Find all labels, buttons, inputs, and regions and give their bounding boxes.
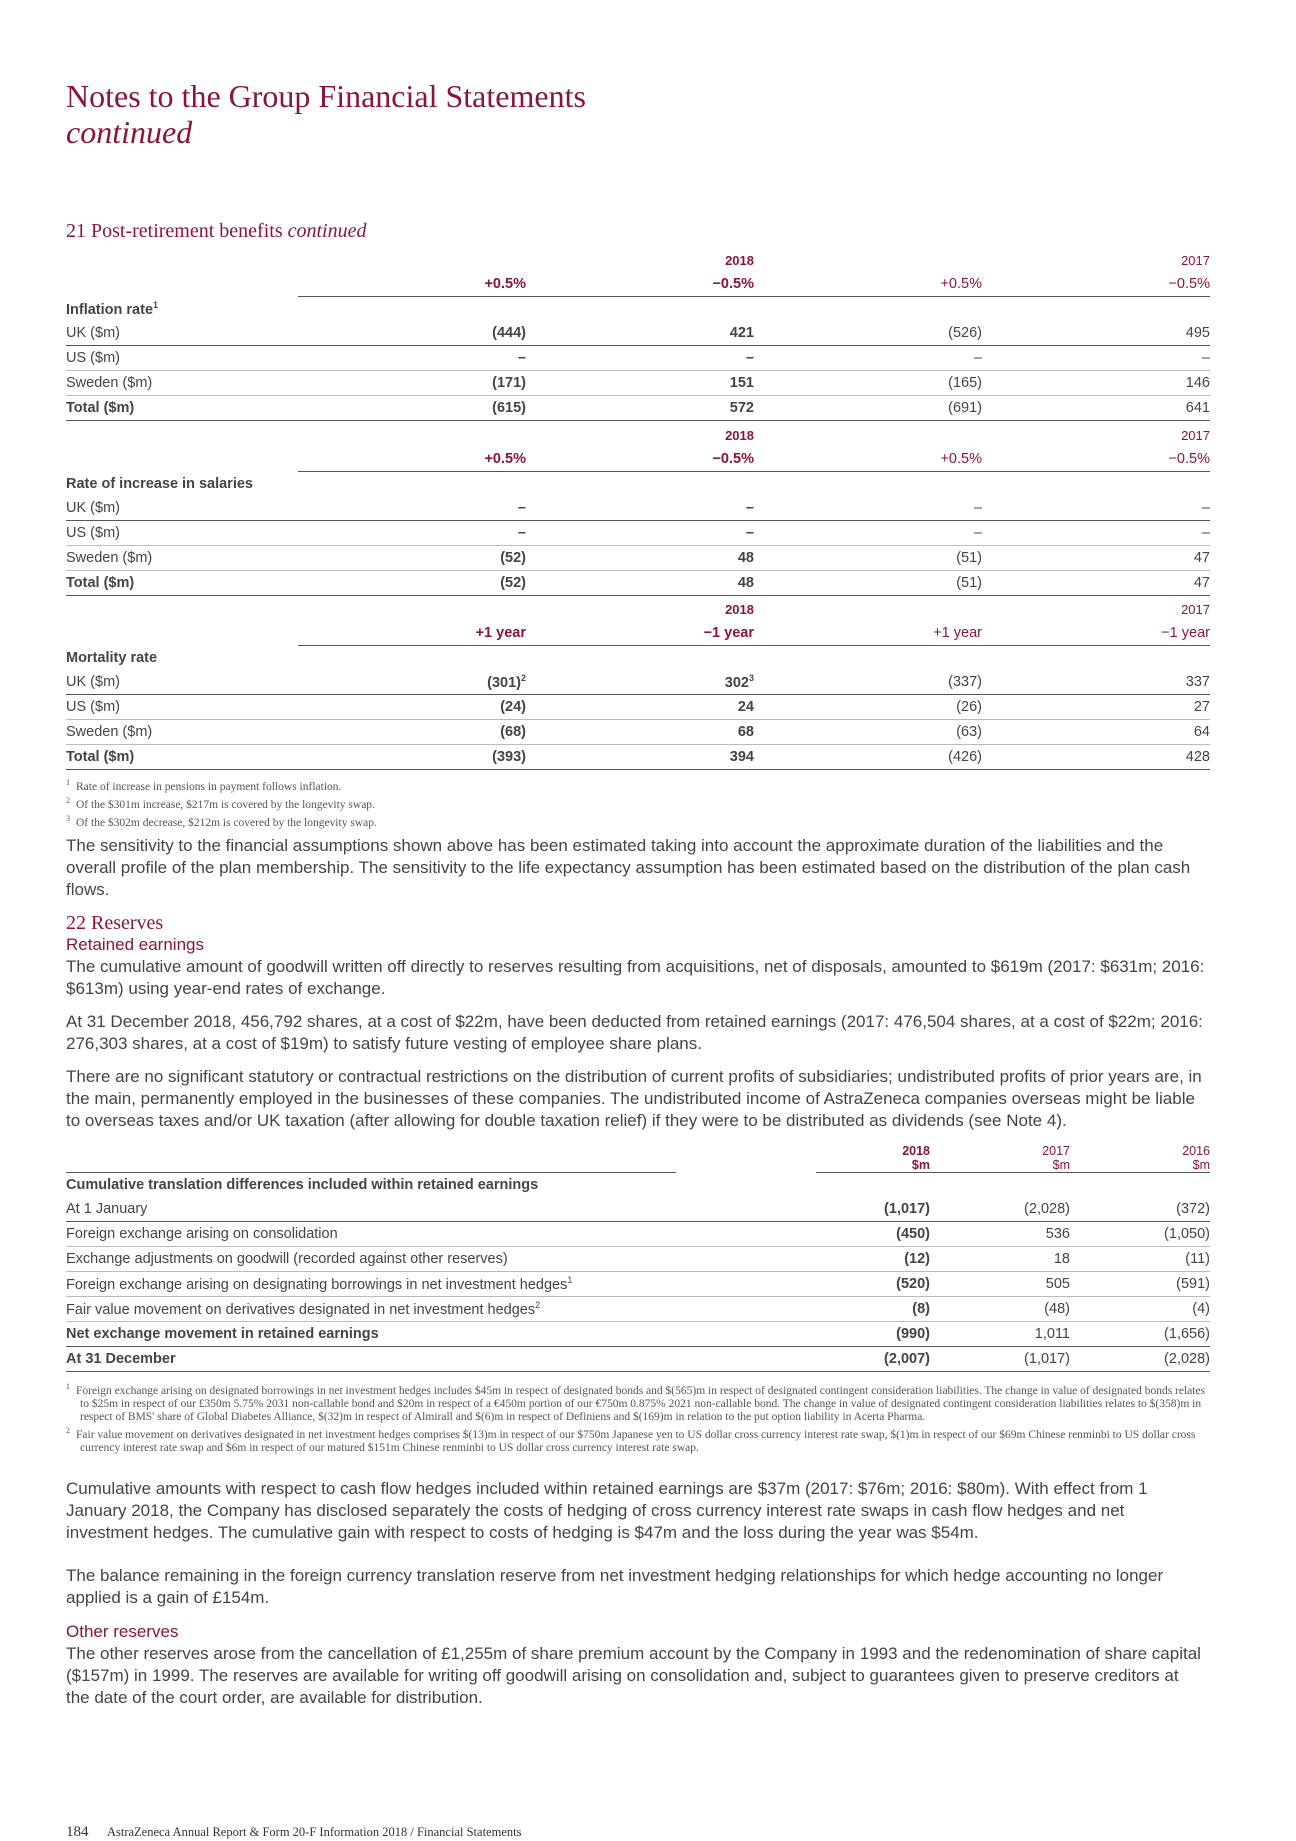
table-row: US ($m) – – – –: [66, 521, 1210, 546]
table-row: Sweden ($m) (68) 68 (63) 64: [66, 720, 1210, 745]
table-section-heading: Inflation rate$^1$: [66, 299, 159, 318]
footnotes-21: [66, 776, 377, 829]
footer-text: AstraZeneca Annual Report & Form 20-F Information 2018 / Financial Statements: [106, 1825, 522, 1839]
year-2017-label: 2017: [1181, 601, 1210, 617]
table-row: At 1 January (1,017) (2,028) (372): [66, 1197, 1210, 1222]
footnote: $^1$ Foreign exchange arising on designated borrowings in net investment hedges includes $45m in respect of designated bonds and $(565)m in respect of designated contingent consideration liabilities. The change in value of designated bonds relates to $25m in respect of our £350m 5.75% 2031 non-callable bond and $20m in respect of a €450m portion of our €750m 0.875% 2021 non-callable bond. The change in value of designated contingent consideration liabilities relates to $(358)m in respect of BMS' share of Global Diabetes Alliance, $(32)m in respect of Almirall and $(6)m in respect of Definiens and $(169)m in relation to the put option liability in Acerta Pharma.: [66, 1382, 1206, 1423]
table-section-heading: Cumulative translation differences included within retained earnings: [66, 1176, 539, 1193]
col-header: +1 year: [298, 621, 526, 646]
year-2018-label: 2018: [725, 427, 754, 443]
mortality-sensitivity-table: [66, 597, 1210, 770]
footnote: $^1$ Rate of increase in pensions in payment follows inflation.: [66, 778, 342, 793]
footnote: $^3$ Of the $302m decrease, $212m is covered by the longevity swap.: [66, 813, 377, 829]
other-reserves-heading: Other reserves: [66, 1622, 179, 1641]
balance-paragraph: The balance remaining in the foreign currency translation reserve from net investment hedging relationships for which hedge accounting no longer applied is a gain of £154m.: [66, 1566, 1164, 1607]
salaries-sensitivity-table: [66, 423, 1210, 596]
col-header: +0.5%: [754, 447, 982, 472]
year-2017-label: 2017: [1181, 252, 1210, 268]
table-row: UK ($m) (444) 421 (526) 495: [66, 321, 1210, 346]
shares-paragraph: At 31 December 2018, 456,792 shares, at a cost of $22m, have been deducted from retained earnings (2017: 476,504 shares, at a cost of $22m; 2016: 276,303 shares, at a cost of $19m) to satisfy future vesting of employee share plans.: [66, 1012, 1203, 1053]
col-header: −0.5%: [982, 272, 1210, 297]
other-reserves-paragraph: The other reserves arose from the cancellation of £1,255m of share premium account by the Company in 1993 and the redenomination of share capital ($157m) in 1999. The reserves are available for writing off goodwill arising on consolidation and, subject to guarantees given to preserve creditors at the date of the court order, are available for distribution.: [66, 1644, 1201, 1707]
table-row: US ($m) – – – –: [66, 346, 1210, 371]
inflation-sensitivity-table: [66, 248, 1210, 421]
table-row: Foreign exchange arising on consolidation (450) 536 (1,050): [66, 1221, 1210, 1246]
section-21-heading: 21 Post-retirement benefits continued: [66, 220, 367, 242]
table-section-heading: Mortality rate: [66, 649, 158, 666]
table-row: Net exchange movement in retained earnings (990) 1,011 (1,656): [66, 1321, 1210, 1346]
col-header: −1 year: [526, 621, 754, 646]
table-total-row: Total ($m) (615) 572 (691) 641: [66, 396, 1210, 421]
table-row: US ($m) (24) 24 (26) 27: [66, 695, 1210, 720]
translation-differences-table: 2018 $m 2017 $m 2016 $m Cumulative translation differences included within retained earnings At 1 January (1,017) (2,028) (372) Foreign exchange arising on consolidation (450) 536 (1,050) Exchange adjustments on goodwill (recorded against other reserves) (12) 18 (11) Foreign exchange arising on designating borrowings in net investment hedges$^1$ (520) 505 (591) Fair value movement on derivatives designated in net investment hedges$^2$ (8) (48) (4) Net exchange movement in retained earnings (990) 1,011 (1,656) At 31 December (2,007) (1,017) (2,028): [66, 1136, 1210, 1372]
goodwill-paragraph: The cumulative amount of goodwill written off directly to reserves resulting from acquisitions, net of disposals, amounted to $619m (2017: $631m; 2016: $613m) using year-end rates of exchange.: [66, 957, 1205, 998]
footnote: $^2$ Fair value movement on derivatives designated in net investment hedges comprises $(13)m in respect of our $750m Japanese yen to US dollar cross currency interest rate swap, $(1)m in respect of our $69m Chinese renminbi to US dollar cross currency interest rate swap and $6m in respect of our matured $151m Chinese renminbi to US dollar cross currency interest rate swap.: [66, 1425, 1196, 1454]
table-total-row: Total ($m) (52) 48 (51) 47: [66, 571, 1210, 596]
page-subtitle: continued: [66, 114, 193, 150]
year-2017-label: 2017: [1181, 427, 1210, 443]
col-header: +0.5%: [298, 272, 526, 297]
table-row: Sweden ($m) (171) 151 (165) 146: [66, 371, 1210, 396]
year-2018-label: 2018: [725, 601, 754, 617]
col-header: +1 year: [754, 621, 982, 646]
page-title: Notes to the Group Financial Statements: [66, 78, 586, 114]
year-2018-label: 2018: [725, 252, 754, 268]
table-row: Exchange adjustments on goodwill (recorded against other reserves) (12) 18 (11): [66, 1246, 1210, 1271]
col-header: −0.5%: [526, 447, 754, 472]
table-row: Fair value movement on derivatives designated in net investment hedges$^2$ (8) (48) (4): [66, 1296, 1210, 1321]
section-22-heading: 22 Reserves: [66, 912, 164, 934]
table-row: UK ($m) $(301)^2$ $302^3$ (337) 337: [66, 670, 1210, 695]
table-total-row: Total ($m) (393) 394 (426) 428: [66, 745, 1210, 770]
col-header: −0.5%: [526, 272, 754, 297]
footnotes-22: [66, 1380, 1210, 1455]
table-total-row: At 31 December (2,007) (1,017) (2,028): [66, 1346, 1210, 1371]
table-section-heading: Rate of increase in salaries: [66, 475, 253, 492]
col-header: −1 year: [982, 621, 1210, 646]
col-header: −0.5%: [982, 447, 1210, 472]
col-header: +0.5%: [754, 272, 982, 297]
cashflow-paragraph: Cumulative amounts with respect to cash flow hedges included within retained earnings are $37m (2017: $76m; 2016: $80m). With effect from 1 January 2018, the Company has disclosed separately the costs of hedging of cross currency interest rate swaps in cash flow hedges and net investment hedges. The cumulative gain with respect to costs of hedging is $47m and the loss during the year was $54m.: [66, 1479, 1148, 1542]
restrictions-paragraph: There are no significant statutory or contractual restrictions on the distribution of current profits of subsidiaries; undistributed profits of prior years are, in the main, permanently employed in the businesses of these companies. The undistributed income of AstraZeneca companies overseas might be liable to overseas taxes and/or UK taxation (after allowing for double taxation relief) if they were to be distributed as dividends (see Note 4).: [66, 1067, 1202, 1130]
table-row: Foreign exchange arising on designating borrowings in net investment hedges$^1$ (520) 505 (591): [66, 1271, 1210, 1296]
col-header: +0.5%: [298, 447, 526, 472]
sensitivity-paragraph: The sensitivity to the financial assumptions shown above has been estimated taking into account the approximate duration of the liabilities and the overall profile of the plan membership. The sensitivity to the life expectancy assumption has been estimated based on the distribution of the plan cash flows.: [66, 836, 1191, 899]
retained-earnings-heading: Retained earnings: [66, 935, 204, 954]
page-number: 184: [66, 1824, 89, 1840]
footnote: $^2$ Of the $301m increase, $217m is covered by the longevity swap.: [66, 795, 375, 811]
table-row: Sweden ($m) (52) 48 (51) 47: [66, 546, 1210, 571]
table-row: UK ($m) – – – –: [66, 496, 1210, 521]
page-footer: [66, 1823, 521, 1841]
